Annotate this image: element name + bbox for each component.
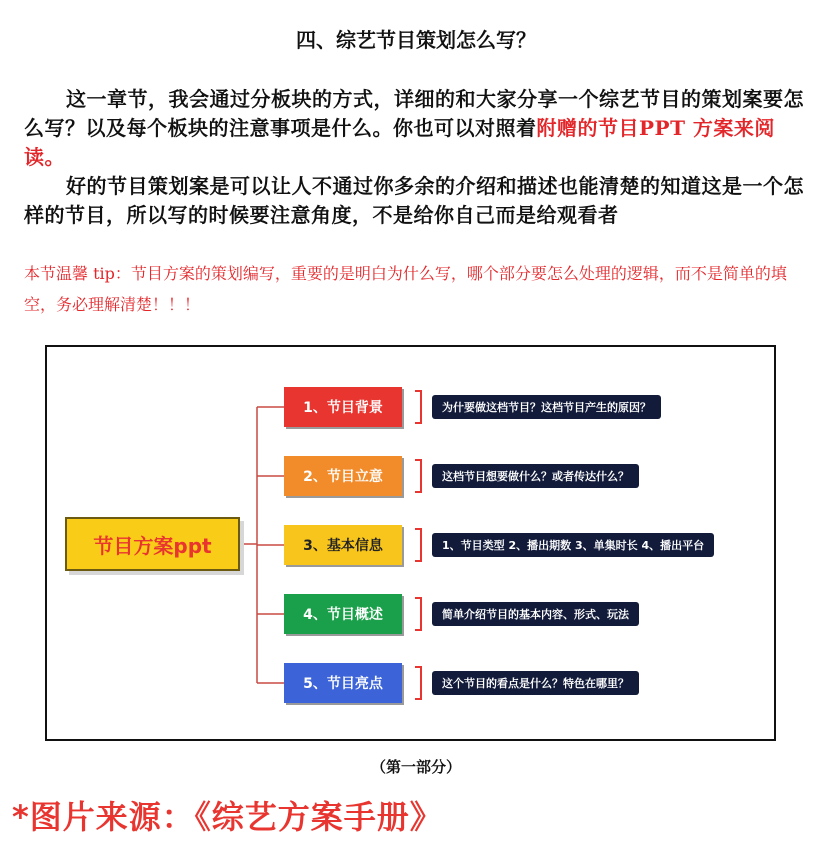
tip-note: 本节温馨 tip：节目方案的策划编写，重要的是明白为什么写，哪个部分要怎么处理的逻辑，而不是简单的填空，务必理解清楚！！！	[24, 264, 787, 314]
detail-node-highlights: 这个节目的看点是什么？特色在哪里？	[432, 671, 639, 695]
root-node: 节目方案ppt	[65, 517, 240, 571]
detail-node-background: 为什要做这档节目？这档节目产生的原因？	[432, 395, 661, 419]
branch-node-highlights: 5、节目亮点	[284, 663, 402, 703]
intro-text: 这一章节，我会通过分板块的方式，详细的和大家分享一个综艺节目的策划案要怎么写？以及每个板块的注意事项是什么。你也可以对照着	[24, 87, 804, 140]
branch-node-basic-info: 3、基本信息	[284, 525, 402, 565]
detail-node-overview: 简单介绍节目的基本内容、形式、玩法	[432, 602, 639, 626]
branch-node-overview: 4、节目概述	[284, 594, 402, 634]
detail-node-concept: 这档节目想要做什么？或者传达什么？	[432, 464, 639, 488]
section-title: 四、综艺节目策划怎么写？	[296, 28, 536, 52]
second-paragraph: 好的节目策划案是可以让人不通过你多余的介绍和描述也能清楚的知道这是一个怎样的节目，所以写的时候要注意角度，不是给你自己而是给观看者	[24, 174, 804, 227]
mindmap-figure	[45, 345, 776, 741]
detail-node-basic-info: 1、节目类型 2、播出期数 3、单集时长 4、播出平台	[432, 533, 714, 557]
branch-node-concept: 2、节目立意	[284, 456, 402, 496]
intro-highlight: 附赠的节目PPT 方案来阅读。	[24, 116, 775, 169]
branch-node-background: 1、节目背景	[284, 387, 402, 427]
image-source-note: *图片来源：《综艺方案手册》	[12, 798, 443, 836]
figure-caption: （第一部分）	[370, 758, 461, 776]
intro-paragraph	[24, 85, 804, 172]
